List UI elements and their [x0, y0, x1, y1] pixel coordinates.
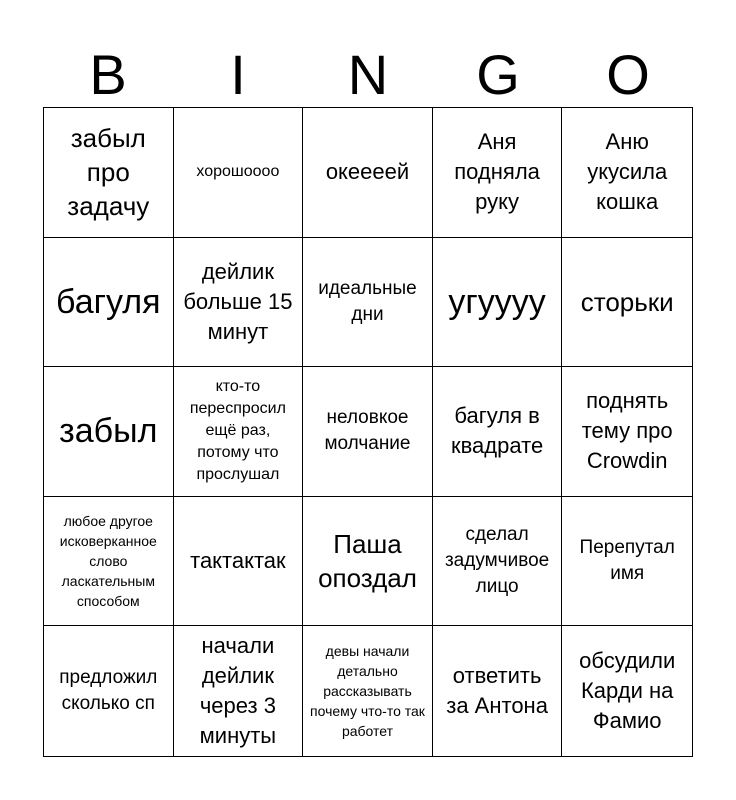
- bingo-cell-text: сторьки: [580, 286, 674, 317]
- bingo-cell[interactable]: [174, 367, 304, 497]
- bingo-cell[interactable]: [303, 108, 433, 238]
- bingo-header: [43, 42, 693, 108]
- bingo-cell-text: дейлик больше 15 минут: [183, 258, 293, 344]
- bingo-cell[interactable]: [174, 108, 304, 238]
- bingo-cell-text: угуууу: [448, 282, 546, 321]
- bingo-board: [43, 107, 693, 757]
- bingo-cell[interactable]: [303, 497, 433, 627]
- bingo-cell-text: предложил сколько сп: [59, 667, 158, 715]
- header-letter-g: G: [476, 43, 520, 106]
- bingo-cell-text: обсудили Карди на Фамио: [579, 648, 676, 734]
- bingo-cell[interactable]: [174, 497, 304, 627]
- bingo-cell-text: девы начали детально рассказывать почему что-то так работет: [310, 643, 425, 740]
- bingo-cell-text: идеальные дни: [318, 277, 417, 325]
- bingo-cell[interactable]: [44, 497, 174, 627]
- bingo-cell-text: забыл про задачу: [67, 123, 150, 222]
- bingo-cell[interactable]: [562, 626, 692, 756]
- header-letter-o: O: [606, 43, 650, 106]
- bingo-cell-text: ответить за Антона: [446, 663, 548, 719]
- bingo-cell[interactable]: [433, 497, 563, 627]
- bingo-cell-text: багуля: [56, 282, 161, 321]
- bingo-cell-text: хорошоооо: [196, 163, 280, 181]
- bingo-cell[interactable]: [44, 367, 174, 497]
- bingo-cell-text: тактактак: [190, 548, 286, 574]
- bingo-cell-text: Аня подняла руку: [454, 129, 540, 215]
- bingo-cell[interactable]: [433, 626, 563, 756]
- bingo-cell[interactable]: [303, 238, 433, 368]
- bingo-cell[interactable]: [562, 108, 692, 238]
- bingo-cell[interactable]: [44, 238, 174, 368]
- header-letter-i: I: [230, 43, 246, 106]
- bingo-cell-text: багуля в квадрате: [450, 403, 544, 459]
- bingo-cell[interactable]: [433, 367, 563, 497]
- bingo-cell[interactable]: [433, 238, 563, 368]
- bingo-cell[interactable]: [562, 497, 692, 627]
- bingo-cell-text: Аню укусила кошка: [587, 129, 668, 215]
- bingo-cell[interactable]: [303, 367, 433, 497]
- header-letter-n: N: [347, 43, 389, 106]
- bingo-cell[interactable]: [562, 367, 692, 497]
- bingo-cell-text: неловкое молчание: [324, 407, 411, 455]
- bingo-cell-text: океееей: [325, 159, 410, 185]
- bingo-cell-text: забыл: [59, 412, 158, 451]
- bingo-cell-text: начали дейлик через 3 минуты: [199, 633, 277, 749]
- header-letter-b: B: [89, 43, 127, 106]
- bingo-cell[interactable]: [562, 238, 692, 368]
- bingo-cell-text: кто-то переспросил ещё раз, потому что прослушал: [189, 378, 286, 484]
- bingo-cell-text: любое другое исковерканное слово ласкательным способом: [59, 513, 157, 610]
- bingo-cell[interactable]: [433, 108, 563, 238]
- bingo-cell[interactable]: [174, 626, 304, 756]
- bingo-cell-text: Паша опоздал: [318, 529, 417, 594]
- bingo-cell[interactable]: [174, 238, 304, 368]
- bingo-cell-text: Перепутал имя: [579, 537, 675, 585]
- bingo-cell[interactable]: [44, 626, 174, 756]
- bingo-cell[interactable]: [44, 108, 174, 238]
- bingo-cell[interactable]: [303, 626, 433, 756]
- bingo-cell-text: поднять тему про Crowdin: [581, 388, 673, 474]
- bingo-cell-text: сделал задумчивое лицо: [444, 524, 550, 598]
